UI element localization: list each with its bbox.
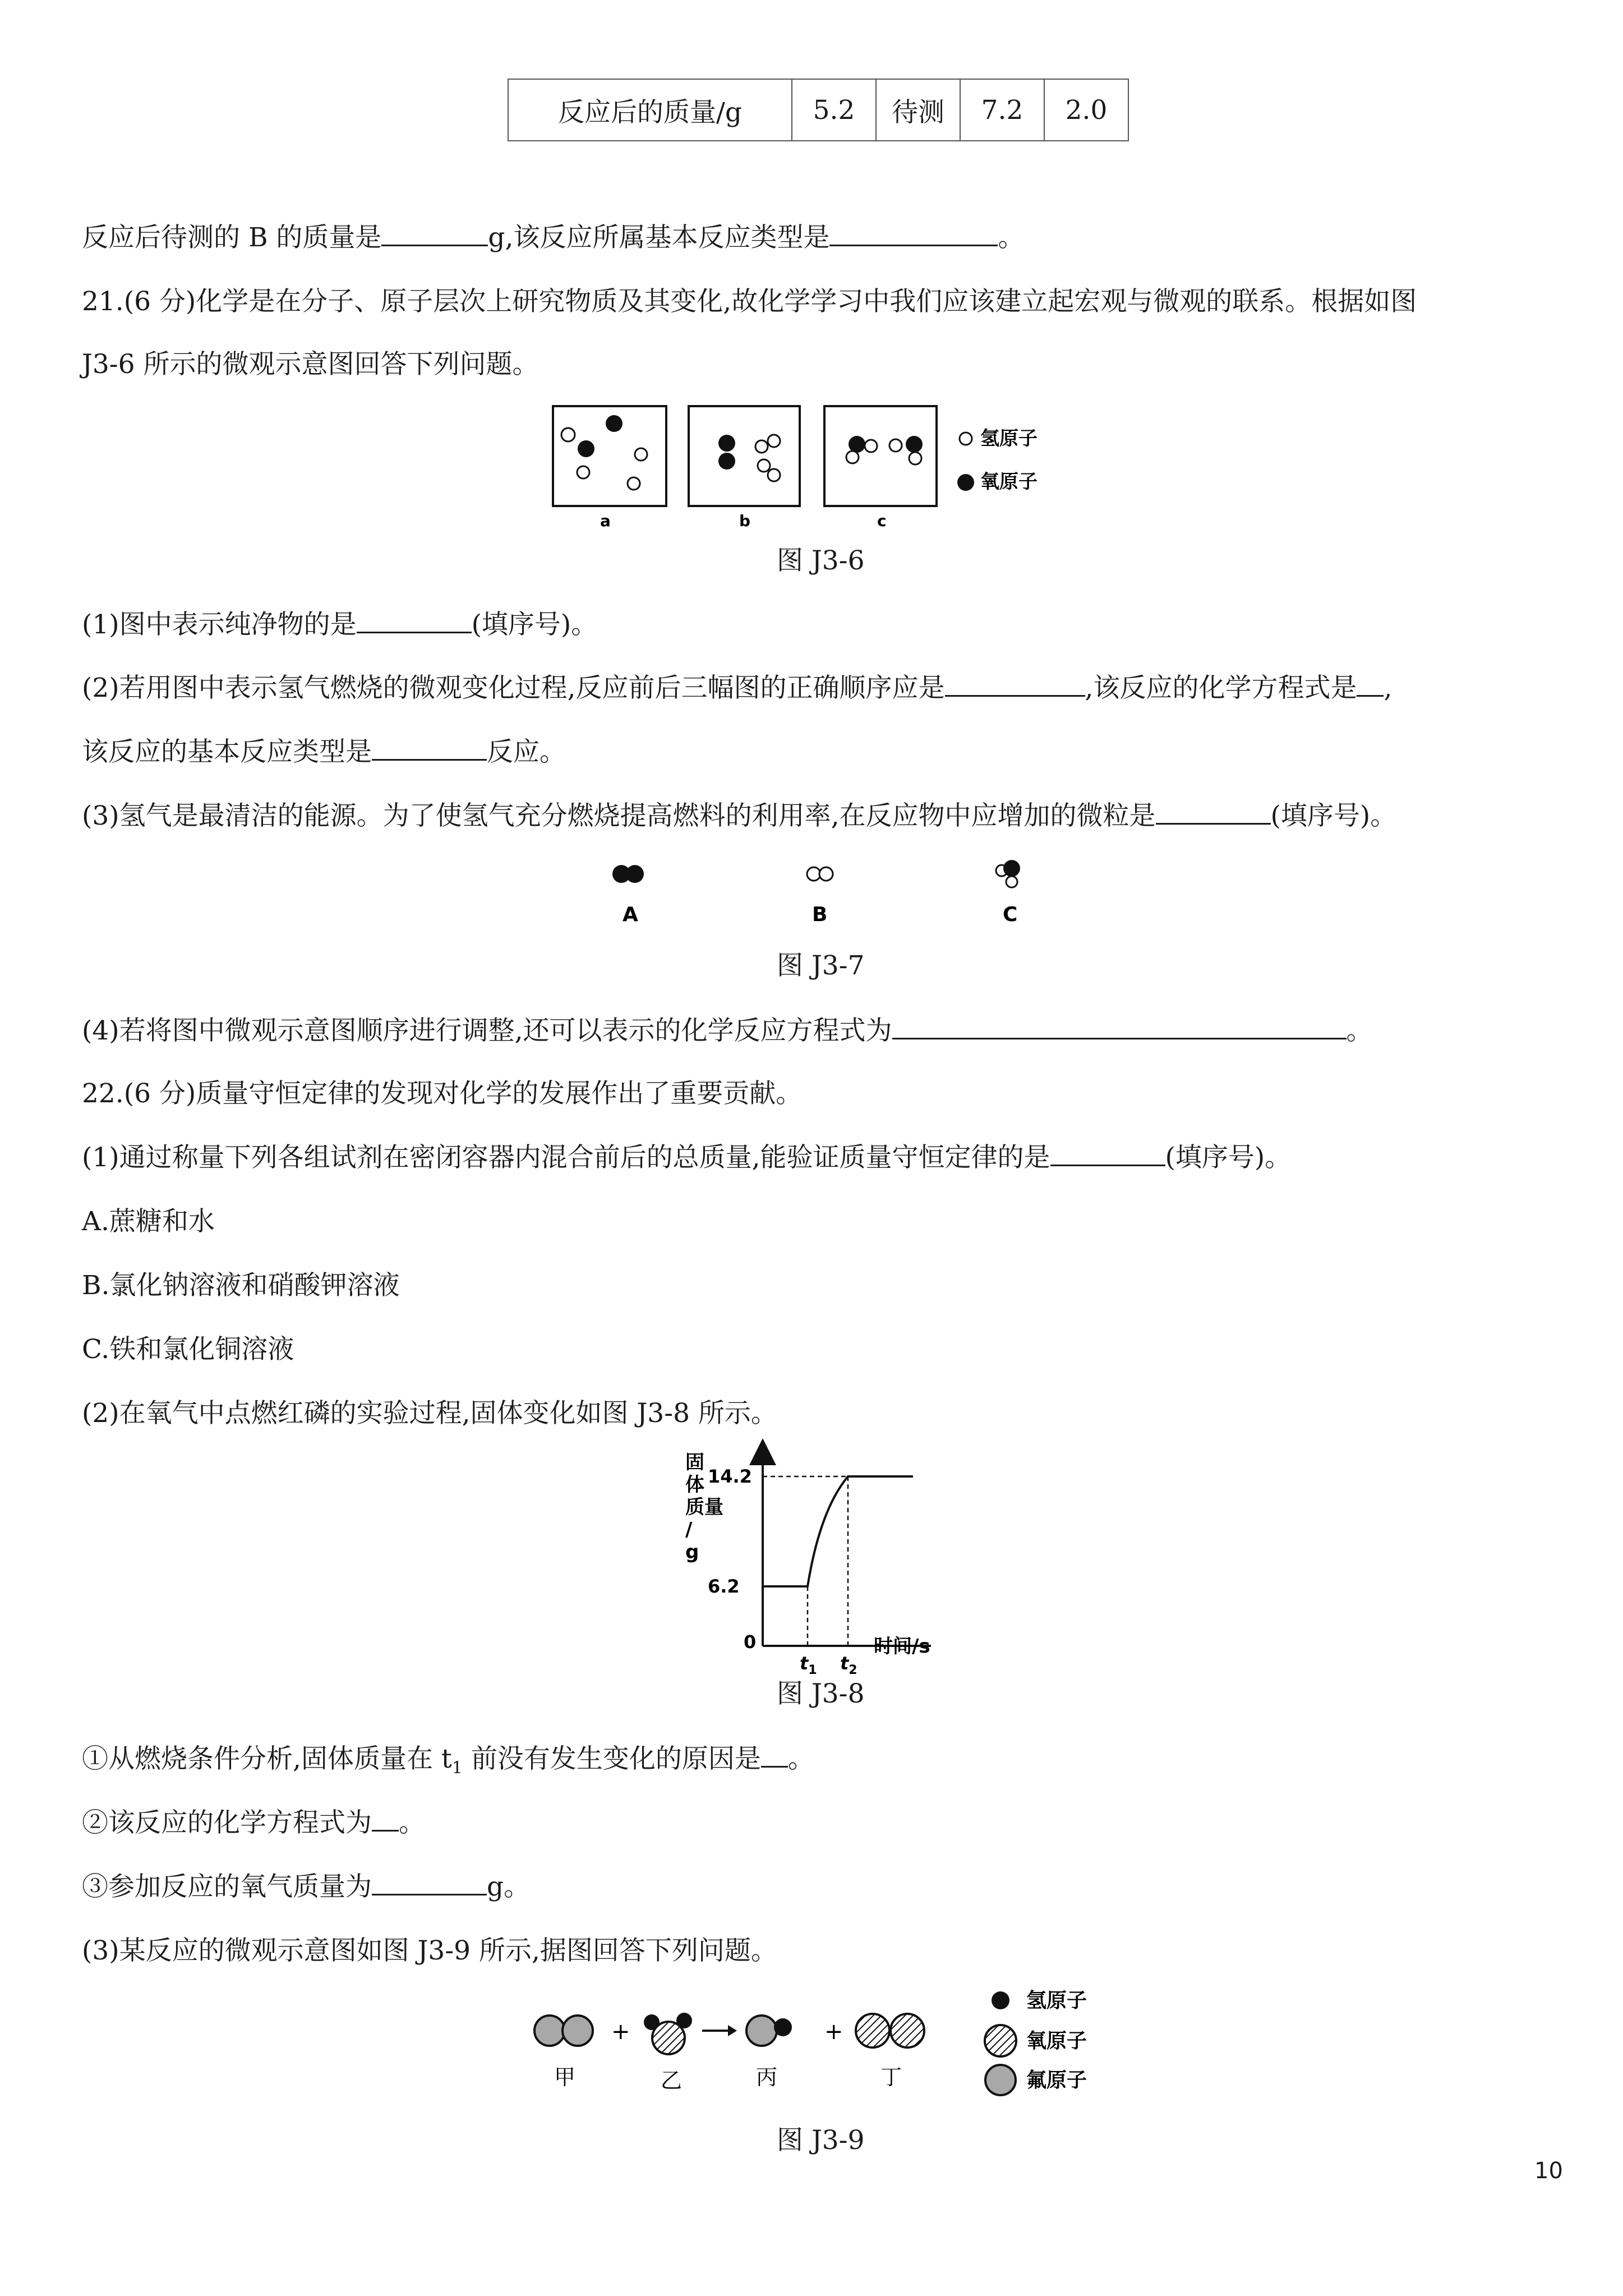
option-b: B.氯化钠溶液和硝酸钾溶液: [82, 1270, 400, 1301]
figure-j3-7: [589, 847, 1060, 937]
box-b: [689, 406, 800, 530]
molecule-ding: [856, 2014, 924, 2090]
label-jia: 甲: [554, 2065, 576, 2090]
legend: [957, 427, 1038, 493]
molecule-jia: [534, 2016, 593, 2090]
figure-j3-6: [538, 393, 1088, 539]
question-21-stem: 21.(6 分)化学是在分子、原子层次上研究物质及其变化,故化学学习中我们应该建立起宏观与微观的联系。根据如图: [82, 286, 1417, 317]
table-cell: 2.0: [1044, 79, 1128, 141]
hydrogen-atom-icon: [992, 1991, 1009, 2009]
question-21-part-2-cont: [82, 735, 566, 769]
legend: [985, 1989, 1087, 2095]
legend-hydrogen: 氢原子: [980, 427, 1038, 450]
text-line: [82, 221, 1024, 255]
text: 反应。: [487, 737, 566, 767]
table-cell: 5.2: [792, 79, 876, 141]
mass-table: [508, 79, 1129, 141]
fluorine-atom-icon: [985, 2065, 1016, 2095]
series-line: [763, 1476, 913, 1586]
answer-blank[interactable]: [1357, 673, 1384, 697]
answer-blank[interactable]: [892, 1015, 1347, 1039]
label-yi: 乙: [661, 2068, 683, 2093]
text: ,: [1384, 673, 1393, 703]
question-22-c2: [82, 1806, 425, 1840]
y-tick-label: 14.2: [708, 1466, 752, 1487]
question-21-part-1: [82, 608, 597, 642]
answer-blank[interactable]: [829, 222, 998, 246]
text: g,该反应所属基本反应类型是: [488, 222, 830, 253]
text: 。: [787, 1743, 814, 1774]
molecule-c: [996, 860, 1020, 926]
text: (3)氢气是最清洁的能源。为了使氢气充分燃烧提高燃料的利用率,在反应物中应增加的微粒是: [82, 800, 1156, 831]
text: ③参加反应的氧气质量为: [82, 1871, 372, 1902]
label-bing: 丙: [756, 2065, 778, 2090]
molecule-yi: [644, 2013, 692, 2093]
legend-oxygen: 氧原子: [1026, 2030, 1087, 2053]
text: 。: [998, 222, 1025, 253]
option-c: C.铁和氯化铜溶液: [82, 1334, 294, 1365]
text: (填序号)。: [471, 609, 598, 640]
answer-blank[interactable]: [1156, 800, 1271, 825]
molecule-a: [612, 865, 644, 926]
text: ②该反应的化学方程式为: [82, 1807, 372, 1838]
answer-blank[interactable]: [357, 609, 472, 633]
origin-label: 0: [744, 1631, 757, 1653]
question-22-part-3: (3)某反应的微观示意图如图 J3-9 所示,据图回答下列问题。: [82, 1935, 777, 1966]
x-axis-label: 时间/s: [874, 1635, 930, 1658]
plus-2: +: [824, 2019, 843, 2045]
label-b: b: [739, 512, 751, 530]
question-21-part-2: [82, 671, 1392, 705]
text: (填序号)。: [1165, 1142, 1292, 1173]
text: (4)若将图中微观示意图顺序进行调整,还可以表示的化学反应方程式为: [82, 1015, 892, 1046]
text: (填序号)。: [1270, 800, 1397, 831]
caption-j3-7: 图 J3-7: [777, 950, 865, 981]
label-B: B: [812, 903, 828, 926]
answer-blank[interactable]: [372, 1807, 399, 1832]
question-21-stem-2: J3-6 所示的微观示意图回答下列问题。: [82, 349, 539, 380]
text: g。: [487, 1871, 531, 1902]
oxygen-atom-icon: [985, 2025, 1016, 2056]
figure-j3-8-chart: [673, 1442, 965, 1677]
oxygen-atom-icon: [957, 474, 974, 491]
question-21-part-3: [82, 799, 1396, 833]
question-22-c3: [82, 1870, 530, 1904]
question-21-part-4: [82, 1014, 1373, 1048]
x-tick-label: $t_2$: [840, 1653, 857, 1677]
text: 。: [399, 1807, 425, 1838]
text: (2)若用图中表示氢气燃烧的微观变化过程,反应前后三幅图的正确顺序应是: [82, 673, 945, 703]
y-tick-label: 6.2: [708, 1576, 740, 1597]
molecule-bing: [746, 2016, 792, 2090]
text: (1)图中表示纯净物的是: [82, 609, 357, 640]
table-row: [508, 79, 1128, 141]
label-A: A: [623, 903, 638, 926]
label-a: a: [600, 512, 611, 530]
label-c: c: [877, 512, 887, 530]
y-axis-label: 固体质量/ g: [685, 1451, 723, 1563]
answer-blank[interactable]: [761, 1743, 788, 1768]
molecule-b: [807, 867, 833, 926]
question-22-part-2: (2)在氧气中点燃红磷的实验过程,固体变化如图 J3-8 所示。: [82, 1398, 777, 1429]
text: 。: [1346, 1015, 1373, 1046]
caption-j3-9: 图 J3-9: [777, 2125, 865, 2156]
plus-1: +: [611, 2019, 630, 2045]
box-a: [553, 406, 666, 530]
caption-j3-6: 图 J3-6: [777, 545, 865, 576]
text: ,该反应的化学方程式是: [1085, 673, 1357, 703]
question-22-c1: [82, 1742, 814, 1785]
option-a: A.蔗糖和水: [82, 1206, 215, 1237]
text: 反应后待测的 B 的质量是: [82, 222, 382, 253]
table-cell: 待测: [876, 79, 960, 141]
hydrogen-atom-icon: [960, 432, 972, 445]
x-tick-label: $t_1$: [800, 1653, 817, 1677]
answer-blank[interactable]: [1050, 1142, 1165, 1166]
label-ding: 丁: [880, 2065, 902, 2090]
table-row-label: 反应后的质量/g: [508, 79, 792, 141]
legend-fluorine: 氟原子: [1026, 2069, 1087, 2092]
text: 前没有发生变化的原因是: [462, 1743, 761, 1774]
figure-j3-9: [522, 1986, 1138, 2115]
legend-oxygen: 氧原子: [980, 471, 1038, 493]
label-C: C: [1003, 903, 1018, 926]
text: 该反应的基本反应类型是: [82, 737, 372, 767]
table-cell: 7.2: [960, 79, 1044, 141]
page-number: 10: [1534, 2158, 1563, 2184]
caption-j3-8: 图 J3-8: [777, 1678, 865, 1709]
answer-blank[interactable]: [945, 673, 1085, 697]
question-22-part-1: [82, 1141, 1291, 1175]
subscript: 1: [451, 1758, 463, 1778]
answer-blank[interactable]: [381, 222, 488, 246]
text: ①从燃烧条件分析,固体质量在 t: [82, 1743, 452, 1774]
text: (1)通过称量下列各组试剂在密闭容器内混合前后的总质量,能验证质量守恒定律的是: [82, 1142, 1050, 1173]
legend-hydrogen: 氢原子: [1026, 1989, 1087, 2012]
box-c: [824, 406, 937, 530]
question-22-stem: 22.(6 分)质量守恒定律的发现对化学的发展作出了重要贡献。: [82, 1078, 803, 1109]
answer-blank[interactable]: [372, 1871, 487, 1895]
answer-blank[interactable]: [372, 737, 487, 761]
reaction-arrow: [702, 2025, 737, 2036]
